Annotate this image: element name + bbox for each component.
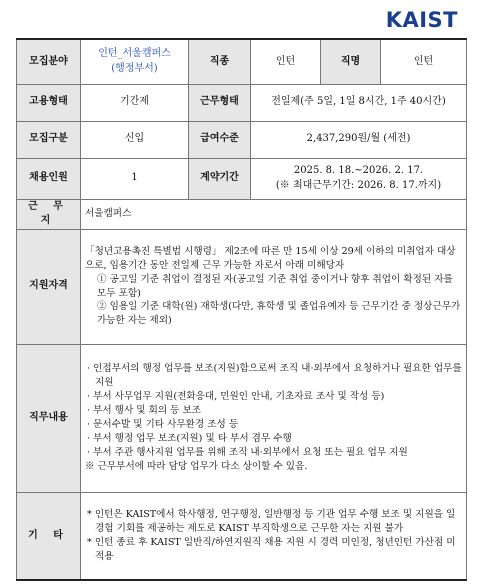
value-recruitment-category: 신입 <box>81 121 189 158</box>
label-recruitment-category: 모집구분 <box>17 121 81 158</box>
value-contract-period-line1: 2025. 8. 18.~2026. 2. 17. <box>293 165 424 176</box>
label-headcount: 채용인원 <box>17 158 81 199</box>
value-qualifications <box>81 229 467 344</box>
row-employment-type <box>17 84 467 121</box>
value-job-title: 인턴 <box>381 39 467 84</box>
duty-item: · 부서 행정 업무 보조(지원) 및 타 부서 겸무 수행 <box>87 432 292 444</box>
other-item-2: * 인턴 종료 후 KAIST 일반직/하연지원직 채용 지원 시 경력 미인정, 청년인턴 가산점 미적용 <box>87 536 456 562</box>
duty-item: · 인접부서의 행정 업무를 보조(지원)함으로써 조직 내·외부에서 요청하거나 필요한 업무를 지원 <box>87 363 462 389</box>
value-salary: 2,437,290원/월 (세전) <box>251 121 467 158</box>
label-workplace: 근 무 지 <box>17 199 81 229</box>
value-contract-period-line2: (※ 최대근무기간: 2026. 8. 17.까지) <box>275 179 442 191</box>
value-recruitment-field-line2: (행정부서) <box>111 62 158 74</box>
value-contract-period <box>251 158 467 199</box>
duty-item: · 부서 주관 행사지원 업무를 위해 조직 내·외부에서 요청 또는 필요 업무 지원 <box>87 446 408 458</box>
value-work-type: 전일제(주 5일, 1일 8시간, 1주 40시간) <box>251 84 467 121</box>
row-qualifications <box>17 229 467 344</box>
qualification-intro: 「청년고용촉진 특별법 시행령」 제2조에 따른 만 15세 이상 29세 이하의 미취업자 대상으로, 임용기간 동안 전일제 근무 가능한 자로서 아래 미해당자 <box>85 245 456 271</box>
label-employment-type: 고용형태 <box>17 84 81 121</box>
value-job-duties <box>81 344 467 492</box>
label-job-type: 직종 <box>189 39 251 84</box>
row-workplace <box>17 199 467 229</box>
label-work-type: 근무형태 <box>189 84 251 121</box>
value-employment-type: 기간제 <box>81 84 189 121</box>
duty-note: ※ 근무부서에 따라 담당 업무가 다소 상이할 수 있음. <box>85 460 308 472</box>
row-recruitment-category <box>17 121 467 158</box>
row-job-duties <box>17 344 467 492</box>
label-qualifications: 지원자격 <box>17 229 81 344</box>
label-job-duties: 직무내용 <box>17 344 81 492</box>
duty-item: · 부서 행사 및 회의 등 보조 <box>87 405 202 417</box>
label-job-title: 직명 <box>321 39 381 84</box>
value-recruitment-field <box>81 39 189 84</box>
row-recruitment-field <box>17 39 467 84</box>
other-item-1: * 인턴은 KAIST에서 학사행정, 연구행정, 일반행정 등 기관 업무 수행 보조 및 지원을 일경험 기회를 제공하는 제도로 KAIST 부직학생으로 근무한 자는 지원 불가 <box>87 508 456 534</box>
duty-item: · 문서수발 및 기타 사무환경 조성 등 <box>87 419 239 430</box>
row-headcount <box>17 158 467 199</box>
job-posting-table <box>16 38 467 581</box>
value-recruitment-field-line1: 인턴_서울캠퍼스 <box>98 48 171 60</box>
duty-item: · 부서 사무업무 지원(전화응대, 민원인 안내, 기초자료 조사 및 작성 등) <box>87 391 385 403</box>
value-headcount: 1 <box>81 158 189 199</box>
value-job-type: 인턴 <box>251 39 321 84</box>
label-salary: 급여수준 <box>189 121 251 158</box>
value-others <box>81 492 467 580</box>
label-others: 기 타 <box>17 492 81 580</box>
kaist-logo: KAIST <box>385 8 458 32</box>
row-others <box>17 492 467 580</box>
qualification-item-1: ① 공고일 기준 취업이 결정된 자(공고일 기준 취업 중이거나 향후 취업이 확정된 자를 모두 포함) <box>97 273 453 299</box>
label-contract-period: 계약기간 <box>189 158 251 199</box>
qualification-item-2: ② 임용일 기준 대학(원) 재학생(다만, 휴학생 및 졸업유예자 등 근무기간 중 정상근무가 가능한 자는 제외) <box>97 301 461 327</box>
label-recruitment-field: 모집분야 <box>17 39 81 84</box>
value-workplace: 서울캠퍼스 <box>81 199 467 229</box>
